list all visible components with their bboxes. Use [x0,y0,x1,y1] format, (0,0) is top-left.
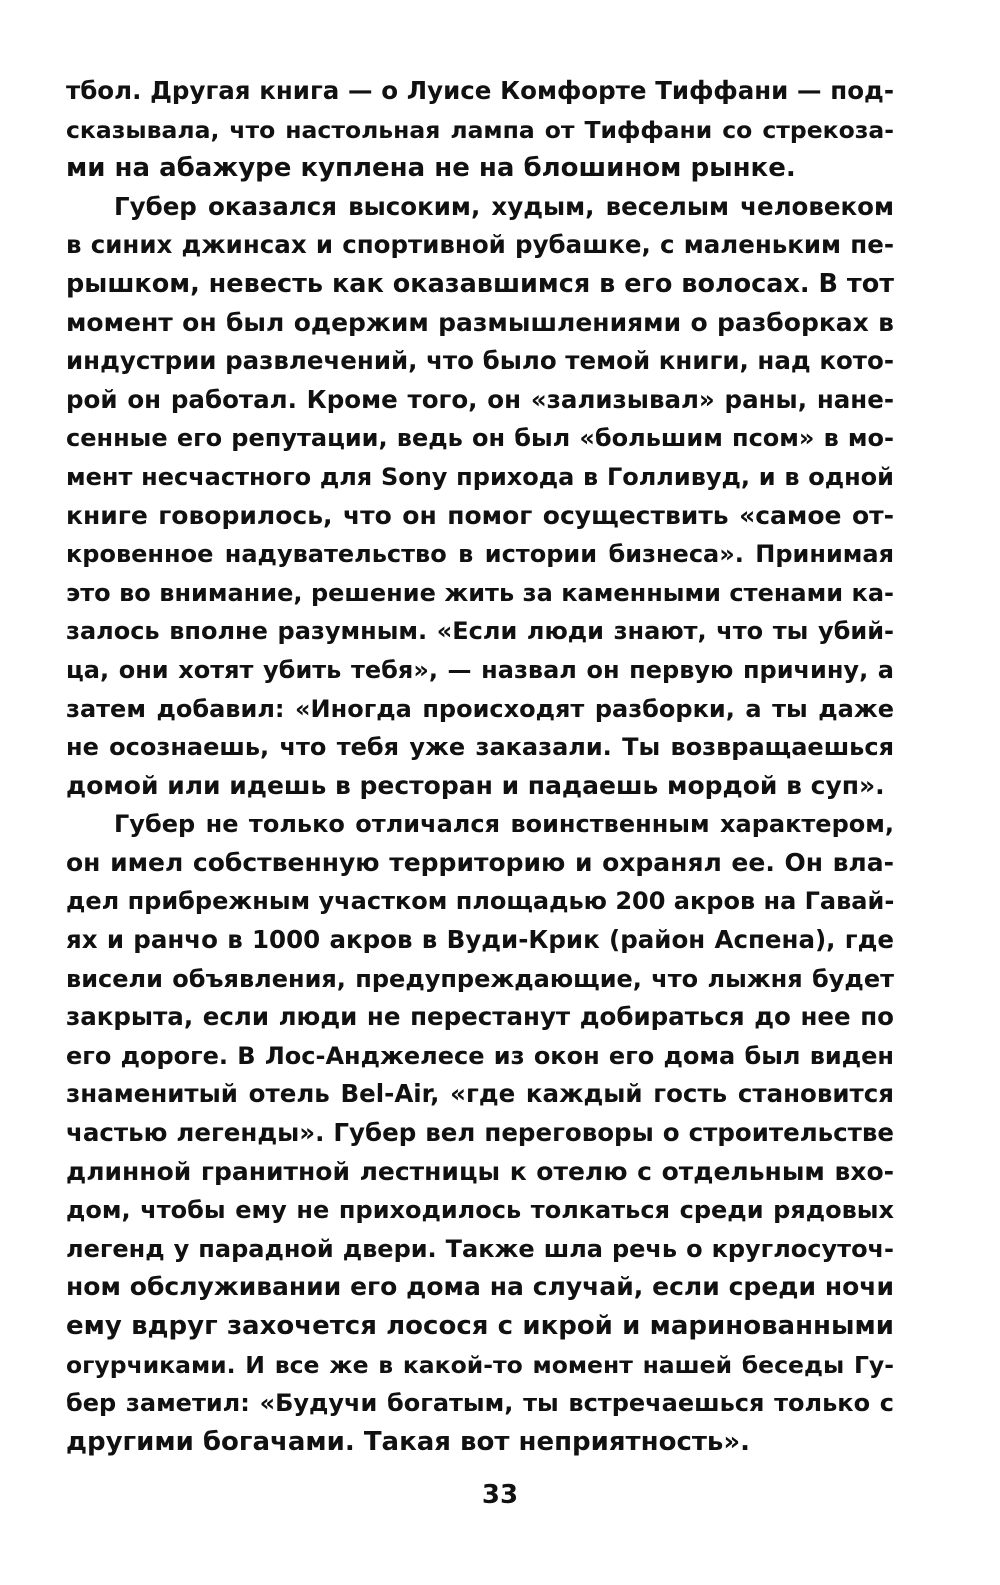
paragraph [66,188,894,806]
text-line: знаменитый отель Bel-Air, «где каждый гость становится [66,1079,894,1109]
text-line: момент он был одержим размышлениями о разборках в [66,307,894,337]
text-line: сенные его репутации, ведь он был «большим псом» в мо- [66,424,894,453]
paragraph [66,72,894,188]
text-line: в синих джинсах и спортивной рубашке, с маленьким пе- [66,230,894,260]
text-line: залось вполне разумным. «Если люди знают, что ты убий- [66,617,894,646]
text-line: огурчиками. И все же в какой-то момент нашей беседы Гу- [66,1350,894,1379]
text-line: Губер не только отличался воинственным характером, [114,810,894,839]
text-line: он имел собственную территорию и охранял ее. Он вла- [66,847,894,877]
text-line: рышком, невесть как оказавшимся в его волосах. В тот [66,268,894,299]
text-line: домой или идешь в ресторан и падаешь мордой в суп». [66,770,885,800]
text-line: его дороге. В Лос-Анджелесе из окон его дома был виден [66,1041,894,1070]
text-line: кровенное надувательство в истории бизнеса». Принимая [66,540,894,569]
text-line: не осознаешь, что тебя уже заказали. Ты возвращаешься [66,733,894,762]
text-line: легенд у парадной двери. Также шла речь о круглосуточ- [66,1234,894,1263]
text-line: частью легенды». Губер вел переговоры о строительстве [66,1118,894,1148]
text-line: индустрии развлечений, что было темой книги, над кото- [66,346,894,376]
page-number: 33 [481,1480,519,1510]
text-line: мент несчастного для Sony прихода в Голливуд, и в одной [66,462,894,491]
text-line: это во внимание, решение жить за каменными стенами ка- [66,578,894,607]
text-line: Губер оказался высоким, худым, веселым человеком [114,191,894,221]
text-line: тбол. Другая книга — о Луисе Комфорте Тиффани — под- [66,76,894,105]
text-line: бер заметил: «Будучи богатым, ты встречаешься только с [66,1389,894,1418]
text-line: ном обслуживании его дома на случай, если среди ночи [66,1272,894,1302]
text-line: книге говорилось, что он помог осуществить «самое от- [66,500,894,530]
text-line: затем добавил: «Иногда происходят разборки, а ты даже [66,694,894,723]
text-line: ца, они хотят убить тебя», — назвал он первую причину, а [66,655,894,684]
body-text [66,72,894,1461]
text-line: дом, чтобы ему не приходилось толкаться среди рядовых [66,1196,894,1225]
text-line: закрыта, если люди не перестанут добираться до нее по [66,1002,894,1032]
text-line: ему вдруг захочется лосося с икрой и маринованными [66,1311,894,1341]
text-line: ях и ранчо в 1000 акров в Вуди-Крик (район Аспена), где [66,925,894,955]
text-line: дел прибрежным участком площадью 200 акров на Гавай- [66,887,894,916]
text-line: сказывала, что настольная лампа от Тиффани со стрекоза- [66,115,894,144]
text-line: длинной гранитной лестницы к отелю с отдельным вхо- [66,1156,894,1186]
text-line: висели объявления, предупреждающие, что лыжня будет [66,964,894,993]
text-line: другими богачами. Такая вот неприятность». [66,1426,751,1457]
text-line: ми на абажуре куплена не на блошином рынке. [66,153,796,184]
paragraph [66,805,894,1461]
text-line: рой он работал. Кроме того, он «зализывал» раны, нане- [66,384,894,414]
